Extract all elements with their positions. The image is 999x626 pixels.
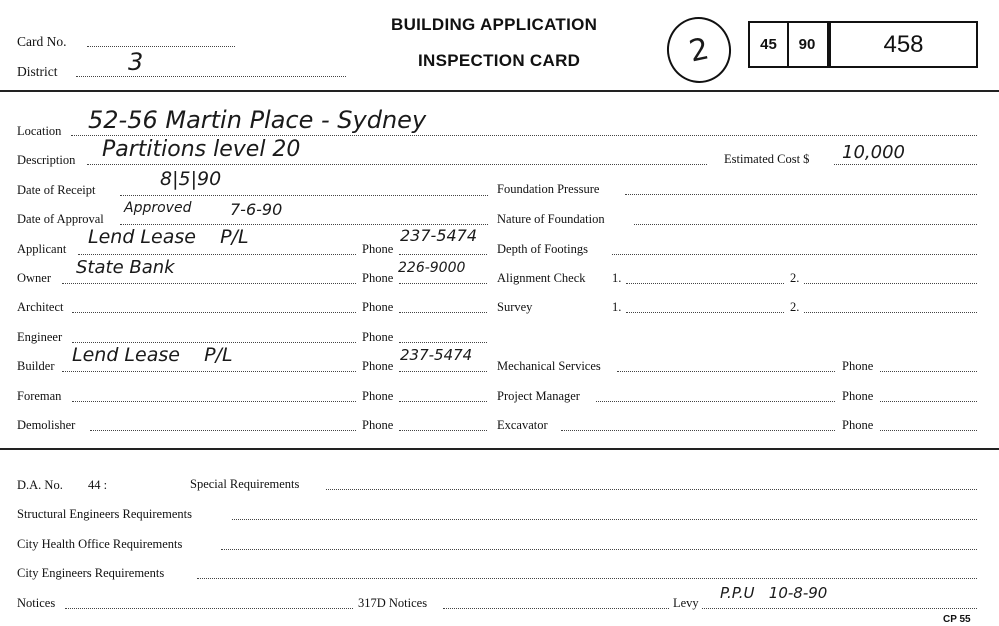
- demolisher-phone-label: Phone: [362, 418, 394, 432]
- date-approval-note: Approved: [124, 200, 192, 216]
- city-engineers-field[interactable]: [197, 578, 977, 579]
- alignment-check-2-label: 2.: [790, 271, 800, 285]
- builder-label: Builder: [17, 359, 55, 373]
- project-manager-phone-label: Phone: [842, 389, 874, 403]
- applicant-phone-field[interactable]: [399, 254, 487, 255]
- builder-phone-value: 237-5474: [400, 346, 473, 364]
- alignment-check-1-field[interactable]: [626, 283, 784, 284]
- architect-label: Architect: [17, 300, 64, 314]
- foreman-phone-field[interactable]: [399, 401, 487, 402]
- date-approval-label: Date of Approval: [17, 212, 104, 226]
- city-health-field[interactable]: [221, 549, 977, 550]
- form-title-line1: BUILDING APPLICATION: [391, 15, 598, 34]
- estimated-cost-field[interactable]: [834, 164, 977, 165]
- mechanical-phone-field[interactable]: [880, 371, 977, 372]
- divider-middle: [0, 448, 999, 450]
- form-title-line2: INSPECTION CARD: [418, 51, 581, 70]
- location-value: 52-56 Martin Place - Sydney: [88, 106, 427, 134]
- survey-2-label: 2.: [790, 300, 800, 314]
- ref-box-3-value: 458: [883, 30, 924, 58]
- excavator-phone-label: Phone: [842, 418, 874, 432]
- depth-footings-field[interactable]: [612, 254, 977, 255]
- circled-mark: [661, 11, 737, 89]
- excavator-field[interactable]: [561, 430, 835, 431]
- demolisher-label: Demolisher: [17, 418, 76, 432]
- da-no-value: 44 :: [88, 478, 108, 492]
- mechanical-services-field[interactable]: [617, 371, 835, 372]
- builder-field[interactable]: [62, 371, 356, 372]
- da-no-label: D.A. No.: [17, 478, 63, 492]
- structural-engineers-field[interactable]: [232, 519, 977, 520]
- project-manager-phone-field[interactable]: [880, 401, 977, 402]
- project-manager-label: Project Manager: [497, 389, 580, 403]
- ref-box-2: [787, 21, 829, 68]
- notices-317d-label: 317D Notices: [358, 596, 428, 610]
- applicant-field[interactable]: [78, 254, 356, 255]
- foreman-field[interactable]: [72, 401, 356, 402]
- excavator-phone-field[interactable]: [880, 430, 977, 431]
- date-approval-value: 7-6-90: [230, 200, 283, 219]
- depth-footings-label: Depth of Footings: [497, 242, 588, 256]
- divider-top: [0, 90, 999, 92]
- mechanical-phone-label: Phone: [842, 359, 874, 373]
- engineer-phone-label: Phone: [362, 330, 394, 344]
- owner-phone-field[interactable]: [399, 283, 487, 284]
- owner-value: State Bank: [76, 257, 175, 278]
- foreman-phone-label: Phone: [362, 389, 394, 403]
- architect-phone-field[interactable]: [399, 312, 487, 313]
- applicant-value: Lend Lease P/L: [88, 226, 249, 248]
- date-receipt-label: Date of Receipt: [17, 183, 96, 197]
- survey-1-field[interactable]: [626, 312, 784, 313]
- description-field[interactable]: [87, 164, 707, 165]
- levy-field[interactable]: [702, 608, 977, 609]
- levy-label: Levy: [673, 596, 699, 610]
- survey-1-label: 1.: [612, 300, 622, 314]
- nature-foundation-field[interactable]: [634, 224, 977, 225]
- ref-box-3: [829, 21, 978, 68]
- architect-field[interactable]: [72, 312, 356, 313]
- foreman-label: Foreman: [17, 389, 62, 403]
- district-value: 3: [128, 48, 144, 76]
- nature-foundation-label: Nature of Foundation: [497, 212, 605, 226]
- excavator-label: Excavator: [497, 418, 548, 432]
- mechanical-services-label: Mechanical Services: [497, 359, 601, 373]
- circled-mark-value: 2: [686, 30, 712, 70]
- special-requirements-field[interactable]: [326, 489, 977, 490]
- alignment-check-2-field[interactable]: [804, 283, 977, 284]
- survey-2-field[interactable]: [804, 312, 977, 313]
- date-approval-field[interactable]: [120, 224, 488, 225]
- owner-phone-value: 226-9000: [398, 260, 466, 276]
- levy-value: P.P.U 10-8-90: [720, 584, 828, 602]
- builder-phone-field[interactable]: [399, 371, 487, 372]
- builder-value: Lend Lease P/L: [72, 344, 233, 366]
- owner-field[interactable]: [62, 283, 356, 284]
- description-value: Partitions level 20: [102, 137, 301, 162]
- alignment-check-1-label: 1.: [612, 271, 622, 285]
- location-label: Location: [17, 124, 62, 138]
- date-receipt-value: 8|5|90: [160, 168, 222, 190]
- demolisher-phone-field[interactable]: [399, 430, 487, 431]
- applicant-phone-value: 237-5474: [400, 226, 478, 245]
- notices-field[interactable]: [65, 608, 353, 609]
- owner-phone-label: Phone: [362, 271, 394, 285]
- notices-label: Notices: [17, 596, 56, 610]
- district-label: District: [17, 64, 58, 79]
- builder-phone-label: Phone: [362, 359, 394, 373]
- structural-engineers-label: Structural Engineers Requirements: [17, 507, 192, 521]
- demolisher-field[interactable]: [90, 430, 356, 431]
- applicant-phone-label: Phone: [362, 242, 394, 256]
- estimated-cost-value: 10,000: [842, 142, 905, 163]
- notices-317d-field[interactable]: [443, 608, 669, 609]
- estimated-cost-label: Estimated Cost $: [724, 152, 810, 166]
- survey-label: Survey: [497, 300, 533, 314]
- district-field[interactable]: [76, 76, 346, 77]
- special-requirements-label: Special Requirements: [190, 477, 300, 491]
- engineer-phone-field[interactable]: [399, 342, 487, 343]
- ref-box-1: [748, 21, 789, 68]
- description-label: Description: [17, 153, 76, 167]
- city-health-label: City Health Office Requirements: [17, 537, 183, 551]
- applicant-label: Applicant: [17, 242, 67, 256]
- card-no-label: Card No.: [17, 34, 67, 49]
- ref-box-2-value: 90: [798, 36, 816, 53]
- foundation-pressure-label: Foundation Pressure: [497, 182, 600, 196]
- form-code: CP 55: [943, 614, 971, 625]
- location-field[interactable]: [71, 135, 977, 136]
- card-no-field[interactable]: [87, 46, 235, 47]
- date-receipt-field[interactable]: [120, 195, 488, 196]
- ref-box-1-value: 45: [760, 36, 777, 53]
- foundation-pressure-field[interactable]: [625, 194, 977, 195]
- owner-label: Owner: [17, 271, 52, 285]
- engineer-label: Engineer: [17, 330, 63, 344]
- architect-phone-label: Phone: [362, 300, 394, 314]
- city-engineers-label: City Engineers Requirements: [17, 566, 165, 580]
- alignment-check-label: Alignment Check: [497, 271, 586, 285]
- project-manager-field[interactable]: [596, 401, 835, 402]
- engineer-field[interactable]: [72, 342, 356, 343]
